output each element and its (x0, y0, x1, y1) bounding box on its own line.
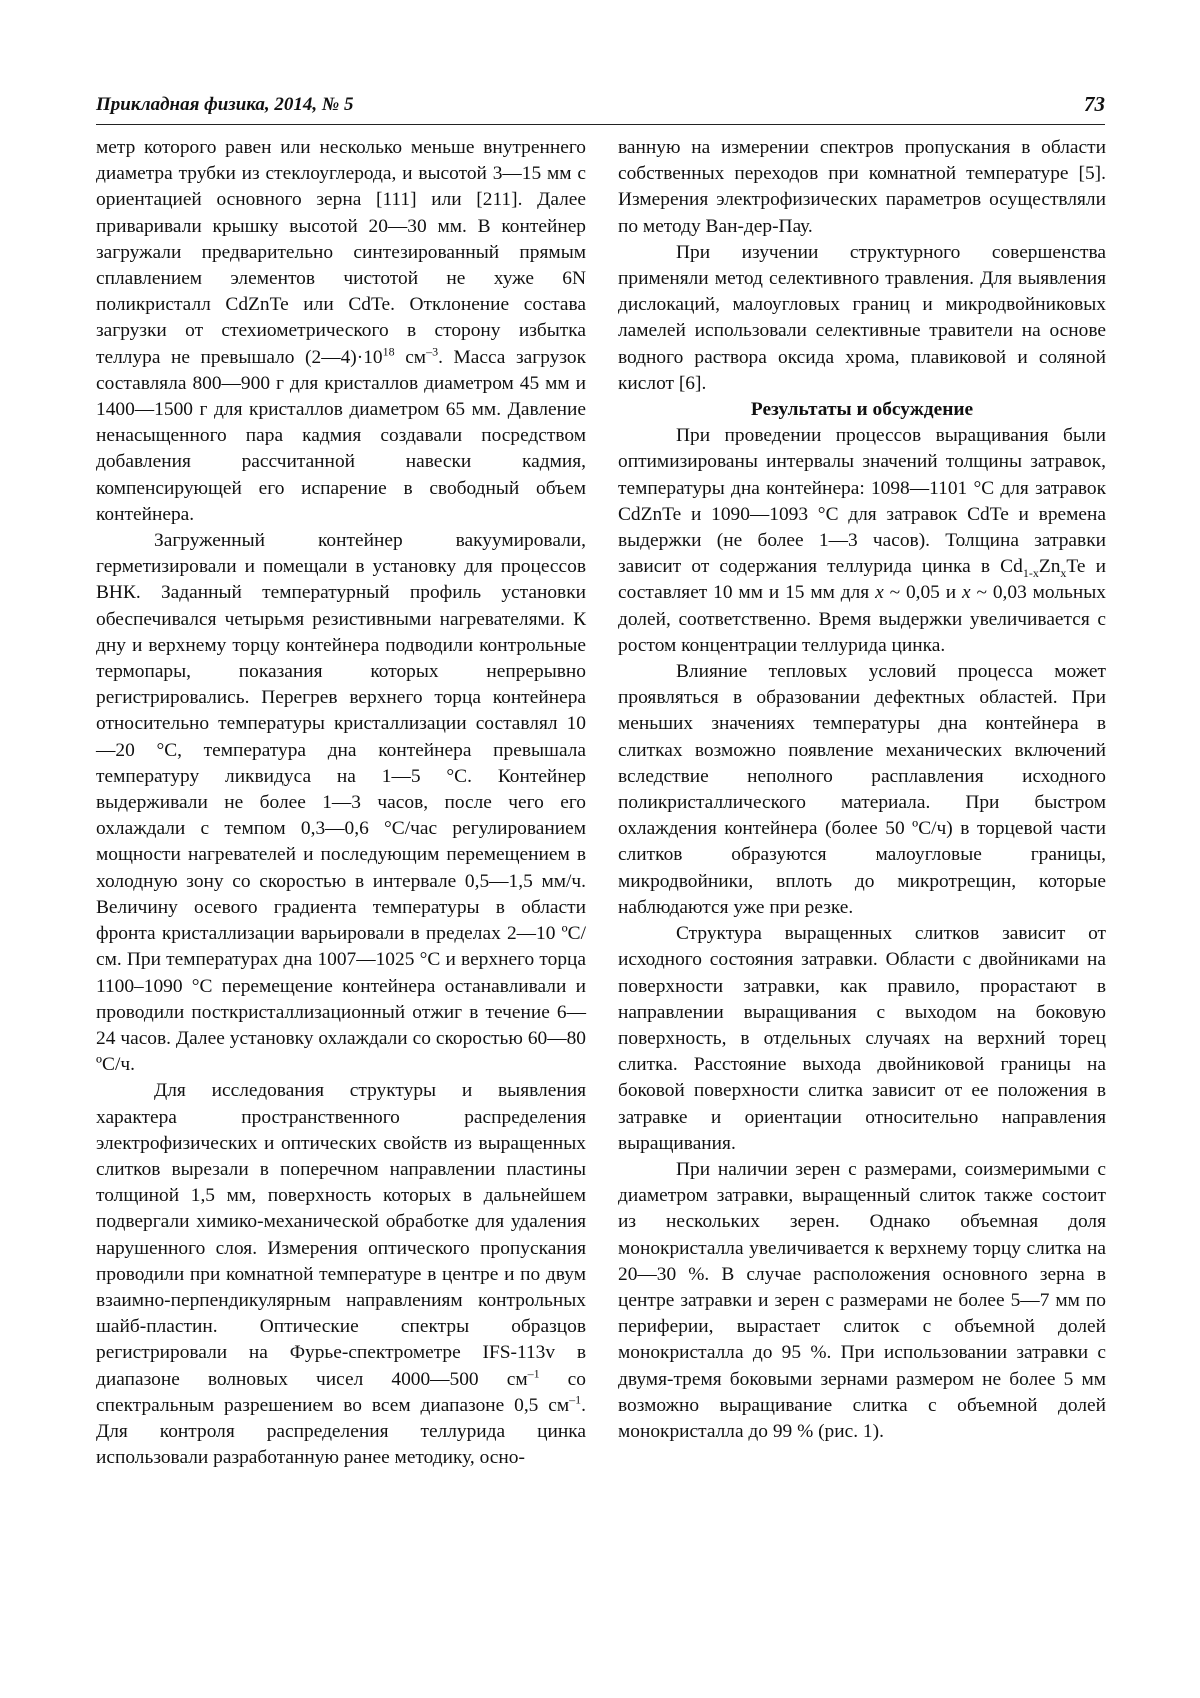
paragraph: Структура выращенных слитков зависит от исходного состояния затравки. Области с двойниками на поверхности затравки, как правило, прорастают в направлении выращивания с выходом на боковую поверхность, в отдельных случаях на верхний торец слитка. Расстояние выхода двойниковой границы на боковой поверхности слитка зависит от ее положения в затравке и ориентации относительно направления выращивания. (618, 923, 1106, 1154)
paragraph: При наличии зерен с размерами, соизмеримыми с диаметром затравки, выращенный слиток также состоит из нескольких зерен. Однако объемная доля монокристалла увеличивается к верхнему торцу слитка на 20—30 %. В случае расположения основного зерна в центре затравки и зерен с размерами не более 5—7 мм по периферии, вырастает слиток с объемной долей монокристалла до 95 %. При использовании затравки с двумя-тремя боковыми зернами размером не более 5 мм возможно выращивание слитка с объемной долей монокристалла до 99 % (рис. 1). (618, 1158, 1106, 1442)
running-header (96, 92, 1105, 125)
paragraph: ванную на измерении спектров пропускания в области собственных переходов при комнатной температуре [5]. Измерения электрофизических параметров осуществляли по методу Ван-дер-Пау. (618, 137, 1106, 237)
left-column (96, 135, 586, 1471)
journal-title: Прикладная физика, 2014, № 5 (96, 94, 354, 115)
section-heading: Результаты и обсуждение (750, 399, 974, 421)
paragraph: При изучении структурного совершенства применяли метод селективного травления. Для выявления дислокаций, малоугловых границ и микродвойниковых ламелей использовали селективные травители на основе водного раствора оксида хрома, плавиковой и соляной кислот [6]. (618, 241, 1106, 394)
paragraph: Загруженный контейнер вакуумировали, герметизировали и помещали в установку для процессов ВНК. Заданный температурный профиль установки обеспечивался четырьмя резистивными нагревателями. К дну и верхнему торцу контейнера подводили контрольные термопары, показания которых непрерывно регистрировались. Перегрев верхнего торца контейнера относительно температуры кристаллизации составлял 10—20 °С, температура дна контейнера превышала температуру ликвидуса на 1—5 °С. Контейнер выдерживали не более 1—3 часов, после чего его охлаждали с темпом 0,3—0,6 °С/час регулированием мощности нагревателей и последующим перемещением в холодную зону со скоростью в интервале 0,5—1,5 мм/ч. Величину осевого градиента температуры в области фронта кристаллизации варьировали в пределах 2—10 ºС/см. При температурах дна 1007—1025 °С и верхнего торца 1100–1090 °С перемещение контейнера останавливали и проводили посткристаллизационный отжиг в течение 6—24 часов. Далее установку охлаждали со скоростью 60—80 ºС/ч. (96, 530, 586, 1076)
page-number: 73 (1084, 92, 1105, 116)
paragraph: метр которого равен или несколько меньше внутреннего диаметра трубки из стеклоуглерода, и высотой 3—15 мм с ориентацией основного зерна [111] или [211]. Далее приваривали крышку высотой 20—30 мм. В контейнер загружали предварительно синтезированный прямым сплавлением элементов чистотой не хуже 6N поликристалл CdZnTe или CdTe. Отклонение состава загрузки от стехиометрического в сторону избытка теллура не превышало $(2—4)\cdot 10^{18}$ $см^{-3}$. Масса загрузок составляла 800—900 г для кристаллов диаметром 45 мм и 1400—1500 г для кристаллов диаметром 65 мм. Давление ненасыщенного пара кадмия создавали посредством добавления рассчитанной навески кадмия, компенсирующей его испарение в свободный объем контейнера. (96, 137, 586, 525)
paragraph: При проведении процессов выращивания были оптимизированы интервалы значений толщины затравок, температуры дна контейнера: 1098—1101 °С для затравок CdZnTe и 1090—1093 °С для затравок CdTe и времена выдержки (не более 1—3 часов). Толщина затравки зависит от содержания теллурида цинка в $Cd_{1-x}Zn_xTe$ и составляет 10 мм и 15 мм для x ~ 0,05 и x ~ 0,03 мольных долей, соответственно. Время выдержки увеличивается с ростом концентрации теллурида цинка. (618, 425, 1106, 656)
paragraph: Для исследования структуры и выявления характера пространственного распределения электрофизических и оптических свойств из выращенных слитков вырезали в поперечном направлении пластины толщиной 1,5 мм, поверхность которых в дальнейшем подвергали химико-механической обработке для удаления нарушенного слоя. Измерения оптического пропускания проводили при комнатной температуре в центре и по двум взаимно-перпендикулярным направлениям контрольных шайб-пластин. Оптические спектры образцов регистрировали на Фурье-спектрометре IFS-113v в диапазоне волновых чисел 4000—500 $см^{-1}$ со спектральным разрешением во всем диапазоне 0,5 $см^{-1}$. Для контроля распределения теллурида цинка использовали разработанную ранее методику, осно- (96, 1080, 586, 1469)
paragraph: Влияние тепловых условий процесса может проявляться в образовании дефектных областей. При меньших значениях температуры дна контейнера в слитках возможно появление механических включений вследствие неполного расплавления исходного поликристаллического материала. При быстром охлаждения контейнера (более 50 ºС/ч) в торцевой части слитков образуются малоугловые границы, микродвойники, вплоть до микротрещин, которые наблюдаются уже при резке. (618, 661, 1106, 918)
right-column (618, 135, 1106, 1445)
